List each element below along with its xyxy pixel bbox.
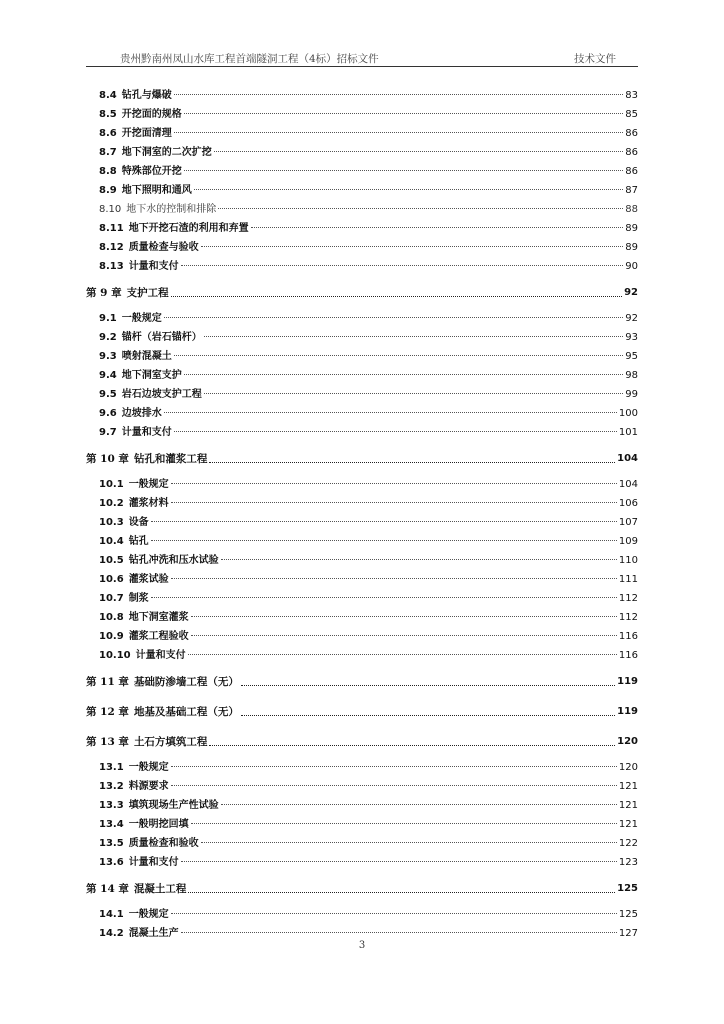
toc-entry-number: 第 12 章 xyxy=(86,706,129,718)
toc-entry-number: 10.7 xyxy=(99,593,124,604)
toc-entry-number: 13.3 xyxy=(99,800,124,811)
toc-entry-page: 86 xyxy=(625,128,638,139)
toc-entry-number: 10.6 xyxy=(99,574,124,585)
page-number: 3 xyxy=(358,940,366,951)
toc-entry-number: 13.5 xyxy=(99,838,124,849)
dot-leader xyxy=(204,336,624,337)
toc-entry-page: 98 xyxy=(625,370,638,381)
toc-entry-number: 10.4 xyxy=(99,536,124,547)
toc-entry-page: 87 xyxy=(625,185,638,196)
toc-entry-title: 岩石边坡支护工程 xyxy=(121,389,202,400)
toc-section-entry[interactable] xyxy=(86,219,638,238)
toc-section-entry[interactable] xyxy=(86,423,638,442)
dot-leader xyxy=(241,685,615,686)
toc-entry-number: 9.1 xyxy=(99,313,117,324)
dot-leader xyxy=(171,913,617,914)
toc-entry-number: 13.1 xyxy=(99,762,124,773)
toc-entry-number: 9.7 xyxy=(99,427,117,438)
dot-leader xyxy=(151,521,617,522)
dot-leader xyxy=(221,804,617,805)
toc-entry-page: 111 xyxy=(618,574,638,585)
toc-entry-number: 第 14 章 xyxy=(86,883,129,895)
toc-section-entry[interactable] xyxy=(86,815,638,834)
dot-leader xyxy=(218,208,623,209)
toc-entry-title: 地下水的控制和排除 xyxy=(126,204,217,215)
dot-leader xyxy=(204,393,624,394)
toc-entry-number: 10.3 xyxy=(99,517,124,528)
toc-entry-title: 计量和支付 xyxy=(135,650,186,661)
toc-entry-title: 地基及基础工程（无） xyxy=(133,706,239,718)
toc-section-entry[interactable] xyxy=(86,627,638,646)
toc-entry-title: 特殊部位开挖 xyxy=(121,166,182,177)
toc-entry-number: 8.10 xyxy=(99,204,122,215)
toc-section-entry[interactable] xyxy=(86,238,638,257)
toc-entry-page: 99 xyxy=(625,389,638,400)
toc-entry-number: 14.1 xyxy=(99,909,124,920)
toc-chapter-entry[interactable] xyxy=(86,668,638,695)
dot-leader xyxy=(184,113,624,114)
toc-entry-page: 120 xyxy=(617,736,638,747)
toc-entry-title: 料源要求 xyxy=(128,781,169,792)
toc-entry-number: 14.2 xyxy=(99,928,124,939)
toc-entry-number: 9.3 xyxy=(99,351,117,362)
toc-entry-number: 10.1 xyxy=(99,479,124,490)
toc-section-entry[interactable] xyxy=(86,86,638,105)
dot-leader xyxy=(171,502,617,503)
toc-entry-title: 钻孔 xyxy=(128,536,149,547)
toc-entry-number: 8.8 xyxy=(99,166,117,177)
toc-entry-title: 开挖面的规格 xyxy=(121,109,182,120)
toc-section-entry[interactable] xyxy=(86,124,638,143)
toc-entry-page: 92 xyxy=(625,313,638,324)
toc-entry-page: 110 xyxy=(618,555,638,566)
toc-entry-page: 95 xyxy=(625,351,638,362)
toc-entry-title: 计量和支付 xyxy=(128,261,179,272)
toc-section-entry[interactable] xyxy=(86,328,638,347)
dot-leader xyxy=(174,94,624,95)
toc-entry-number: 8.4 xyxy=(99,90,117,101)
dot-leader xyxy=(174,431,617,432)
dot-leader xyxy=(201,246,624,247)
toc-section-entry[interactable] xyxy=(86,758,638,777)
toc-entry-page: 89 xyxy=(625,242,638,253)
toc-section-entry[interactable] xyxy=(86,777,638,796)
dot-leader xyxy=(171,483,617,484)
toc-entry-number: 9.2 xyxy=(99,332,117,343)
toc-section-entry[interactable] xyxy=(86,905,638,924)
toc-section-entry[interactable] xyxy=(86,257,638,276)
toc-entry-title: 制浆 xyxy=(128,593,149,604)
toc-section-entry[interactable] xyxy=(86,162,638,181)
toc-chapter-entry[interactable] xyxy=(86,279,638,306)
toc-entry-page: 86 xyxy=(625,147,638,158)
dot-leader xyxy=(181,265,624,266)
toc-entry-page: 83 xyxy=(625,90,638,101)
toc-entry-page: 121 xyxy=(618,800,638,811)
toc-section-entry[interactable] xyxy=(86,143,638,162)
toc-chapter-entry[interactable] xyxy=(86,875,638,902)
toc-entry-page: 90 xyxy=(625,261,638,272)
toc-entry-number: 第 10 章 xyxy=(86,453,129,465)
toc-entry-title: 钻孔冲洗和压水试验 xyxy=(128,555,219,566)
toc-entry-number: 8.9 xyxy=(99,185,117,196)
toc-entry-page: 122 xyxy=(618,838,638,849)
toc-entry-title: 一般规定 xyxy=(128,909,169,920)
toc-section-entry[interactable] xyxy=(86,200,638,219)
toc-section-entry[interactable] xyxy=(86,551,638,570)
toc-entry-number: 13.4 xyxy=(99,819,124,830)
toc-entry-title: 一般规定 xyxy=(128,762,169,773)
toc-section-entry[interactable] xyxy=(86,181,638,200)
dot-leader xyxy=(151,597,617,598)
toc-entry-page: 93 xyxy=(625,332,638,343)
toc-entry-title: 边坡排水 xyxy=(121,408,162,419)
toc-entry-title: 计量和支付 xyxy=(128,857,179,868)
toc-entry-page: 112 xyxy=(618,593,638,604)
toc-entry-number: 9.6 xyxy=(99,408,117,419)
toc-entry-page: 101 xyxy=(618,427,638,438)
toc-chapter-entry[interactable] xyxy=(86,698,638,725)
toc-entry-title: 喷射混凝土 xyxy=(121,351,172,362)
toc-entry-number: 8.7 xyxy=(99,147,117,158)
toc-entry-title: 地下洞室的二次扩挖 xyxy=(121,147,212,158)
toc-section-entry[interactable] xyxy=(86,589,638,608)
toc-entry-page: 92 xyxy=(624,287,638,298)
toc-entry-title: 计量和支付 xyxy=(121,427,172,438)
header-section-label: 技术文件 xyxy=(574,53,616,65)
toc-entry-title: 一般规定 xyxy=(121,313,162,324)
toc-entry-number: 8.13 xyxy=(99,261,124,272)
toc-section-entry[interactable] xyxy=(86,475,638,494)
dot-leader xyxy=(188,892,615,893)
toc-entry-page: 121 xyxy=(618,819,638,830)
toc-section-entry[interactable] xyxy=(86,309,638,328)
toc-entry-number: 13.6 xyxy=(99,857,124,868)
toc-entry-title: 开挖面清理 xyxy=(121,128,172,139)
dot-leader xyxy=(174,132,624,133)
toc-entry-page: 119 xyxy=(617,706,638,717)
toc-section-entry[interactable] xyxy=(86,385,638,404)
toc-entry-title: 一般明挖回填 xyxy=(128,819,189,830)
toc-entry-page: 123 xyxy=(618,857,638,868)
toc-entry-title: 钻孔与爆破 xyxy=(121,90,172,101)
toc-entry-page: 116 xyxy=(618,631,638,642)
toc-entry-title: 设备 xyxy=(128,517,149,528)
toc-entry-title: 地下洞室灌浆 xyxy=(128,612,189,623)
toc-entry-number: 第 9 章 xyxy=(86,287,122,299)
toc-entry-title: 混凝土工程 xyxy=(133,883,187,895)
toc-entry-title: 填筑现场生产性试验 xyxy=(128,800,219,811)
toc-entry-title: 地下洞室支护 xyxy=(121,370,182,381)
toc-entry-number: 第 11 章 xyxy=(86,676,129,688)
toc-entry-page: 125 xyxy=(617,883,638,894)
dot-leader xyxy=(209,462,615,463)
toc-entry-page: 106 xyxy=(618,498,638,509)
dot-leader xyxy=(194,189,624,190)
toc-entry-number: 9.5 xyxy=(99,389,117,400)
toc-entry-number: 8.5 xyxy=(99,109,117,120)
dot-leader xyxy=(181,861,617,862)
toc-entry-number: 8.6 xyxy=(99,128,117,139)
dot-leader xyxy=(174,355,624,356)
dot-leader xyxy=(171,766,617,767)
toc-section-entry[interactable] xyxy=(86,853,638,872)
toc-section-entry[interactable] xyxy=(86,646,638,665)
dot-leader xyxy=(201,842,617,843)
dot-leader xyxy=(151,540,617,541)
toc-entry-number: 13.2 xyxy=(99,781,124,792)
toc-entry-number: 10.10 xyxy=(99,650,131,661)
running-header xyxy=(86,46,638,67)
toc-section-entry[interactable] xyxy=(86,494,638,513)
toc-entry-page: 109 xyxy=(618,536,638,547)
toc-chapter-entry[interactable] xyxy=(86,445,638,472)
toc-section-entry[interactable] xyxy=(86,404,638,423)
dot-leader xyxy=(184,170,624,171)
toc-entry-page: 85 xyxy=(625,109,638,120)
toc-entry-number: 10.9 xyxy=(99,631,124,642)
dot-leader xyxy=(184,374,624,375)
dot-leader xyxy=(209,745,615,746)
toc-entry-title: 灌浆材料 xyxy=(128,498,169,509)
toc-entry-page: 121 xyxy=(618,781,638,792)
dot-leader xyxy=(171,785,617,786)
toc-entry-page: 107 xyxy=(618,517,638,528)
dot-leader xyxy=(241,715,615,716)
toc-section-entry[interactable] xyxy=(86,366,638,385)
toc-entry-page: 125 xyxy=(618,909,638,920)
toc-section-entry[interactable] xyxy=(86,105,638,124)
toc-entry-number: 第 13 章 xyxy=(86,736,129,748)
dot-leader xyxy=(191,616,617,617)
toc-entry-number: 9.4 xyxy=(99,370,117,381)
toc-section-entry[interactable] xyxy=(86,796,638,815)
toc-entry-title: 灌浆工程验收 xyxy=(128,631,189,642)
toc-entry-title: 质量检查与验收 xyxy=(128,242,199,253)
dot-leader xyxy=(191,823,617,824)
dot-leader xyxy=(214,151,624,152)
toc-entry-number: 10.2 xyxy=(99,498,124,509)
dot-leader xyxy=(164,412,617,413)
toc-entry-page: 127 xyxy=(618,928,638,939)
toc-entry-page: 116 xyxy=(618,650,638,661)
toc-chapter-entry[interactable] xyxy=(86,728,638,755)
dot-leader xyxy=(181,932,617,933)
toc-entry-number: 10.8 xyxy=(99,612,124,623)
toc-entry-title: 基础防渗墙工程（无） xyxy=(133,676,239,688)
toc-entry-title: 支护工程 xyxy=(126,287,169,299)
toc-entry-title: 锚杆（岩石锚杆） xyxy=(121,332,202,343)
toc-section-entry[interactable] xyxy=(86,608,638,627)
dot-leader xyxy=(221,559,617,560)
table-of-contents xyxy=(86,86,638,943)
dot-leader xyxy=(188,654,617,655)
toc-entry-page: 119 xyxy=(617,676,638,687)
toc-section-entry[interactable] xyxy=(86,347,638,366)
toc-entry-page: 120 xyxy=(618,762,638,773)
toc-entry-title: 混凝土生产 xyxy=(128,928,179,939)
toc-entry-page: 104 xyxy=(618,479,638,490)
toc-section-entry[interactable] xyxy=(86,570,638,589)
toc-entry-title: 地下开挖石渣的利用和弃置 xyxy=(128,223,249,234)
dot-leader xyxy=(164,317,624,318)
toc-entry-title: 一般规定 xyxy=(128,479,169,490)
toc-entry-page: 86 xyxy=(625,166,638,177)
toc-entry-title: 钻孔和灌浆工程 xyxy=(133,453,208,465)
dot-leader xyxy=(191,635,617,636)
dot-leader xyxy=(251,227,624,228)
dot-leader xyxy=(171,578,617,579)
toc-entry-page: 100 xyxy=(618,408,638,419)
toc-entry-number: 8.12 xyxy=(99,242,124,253)
toc-entry-number: 8.11 xyxy=(99,223,124,234)
header-document-title: 贵州黔南州凤山水库工程首端隧洞工程（4标）招标文件 xyxy=(120,53,379,65)
toc-entry-number: 10.5 xyxy=(99,555,124,566)
toc-entry-page: 89 xyxy=(625,223,638,234)
toc-entry-page: 88 xyxy=(625,204,638,215)
toc-entry-title: 地下照明和通风 xyxy=(121,185,192,196)
toc-section-entry[interactable] xyxy=(86,532,638,551)
toc-entry-page: 112 xyxy=(618,612,638,623)
toc-entry-page: 104 xyxy=(617,453,638,464)
toc-entry-title: 质量检查和验收 xyxy=(128,838,199,849)
toc-entry-title: 土石方填筑工程 xyxy=(133,736,208,748)
toc-section-entry[interactable] xyxy=(86,513,638,532)
toc-entry-title: 灌浆试验 xyxy=(128,574,169,585)
toc-section-entry[interactable] xyxy=(86,834,638,853)
dot-leader xyxy=(171,296,622,297)
